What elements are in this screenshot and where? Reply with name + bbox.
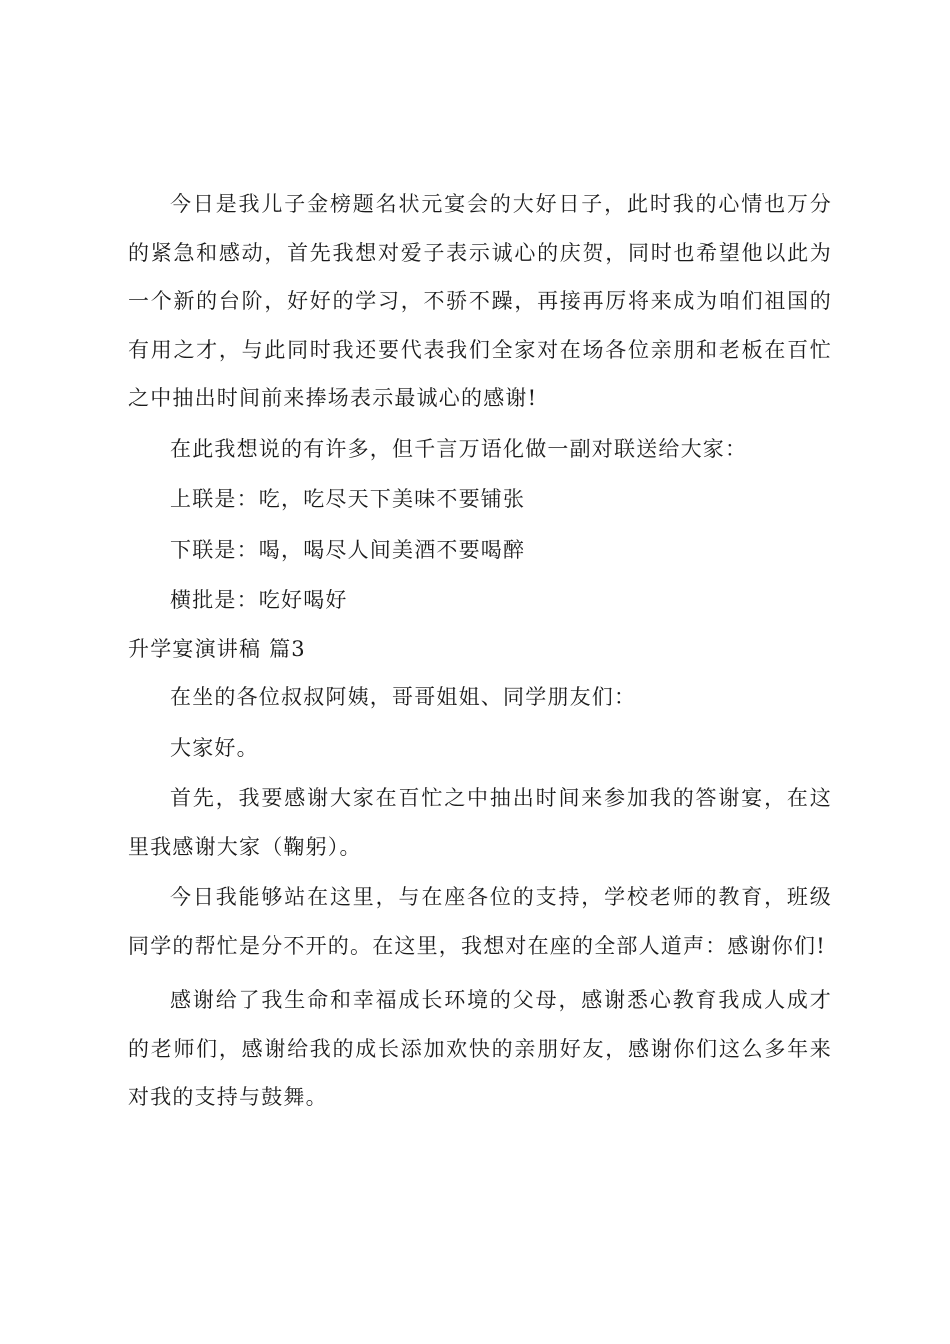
- section-heading: 升学宴演讲稿 篇3: [128, 636, 306, 661]
- document-page: [128, 180, 832, 1122]
- paragraph-couplet-lower: 下联是：喝，喝尽人间美酒不要喝醉: [170, 537, 526, 562]
- paragraph-greeting-audience: 在坐的各位叔叔阿姨，哥哥姐姐、同学朋友们：: [170, 685, 637, 709]
- paragraph-thanks-parents-teachers: 感谢给了我生命和幸福成长环境的父母，感谢悉心教育我成人成才的老师们，感谢给我的成长添加欢快的亲朋好友，感谢你们这么多年来对我的支持与鼓舞。: [128, 988, 832, 1109]
- paragraph-hello: 大家好。: [170, 735, 259, 760]
- paragraph-thanks-attendance: 首先，我要感谢大家在百忙之中抽出时间来参加我的答谢宴，在这里我感谢大家（鞠躬）。: [128, 786, 832, 859]
- paragraph-couplet-intro: 在此我想说的有许多，但千言万语化做一副对联送给大家：: [170, 436, 748, 461]
- paragraph-couplet-upper: 上联是：吃，吃尽天下美味不要铺张: [170, 487, 526, 511]
- paragraph-thanks-support: 今日我能够站在这里，与在座各位的支持，学校老师的教育，班级同学的帮忙是分不开的。在这里，我想对在座的全部人道声：感谢你们!: [128, 885, 832, 958]
- paragraph-congratulations: 今日是我儿子金榜题名状元宴会的大好日子，此时我的心情也万分的紧急和感动，首先我想对爱子表示诚心的庆贺，同时也希望他以此为一个新的台阶，好好的学习，不骄不躁，再接再厉将来成为咱们祖国的有用之才，与此同时我还要代表我们全家对在场各位亲朋和老板在百忙之中抽出时间前来捧场表示最诚心的感谢!: [128, 192, 832, 410]
- paragraph-couplet-horizontal: 横批是：吃好喝好: [170, 588, 348, 612]
